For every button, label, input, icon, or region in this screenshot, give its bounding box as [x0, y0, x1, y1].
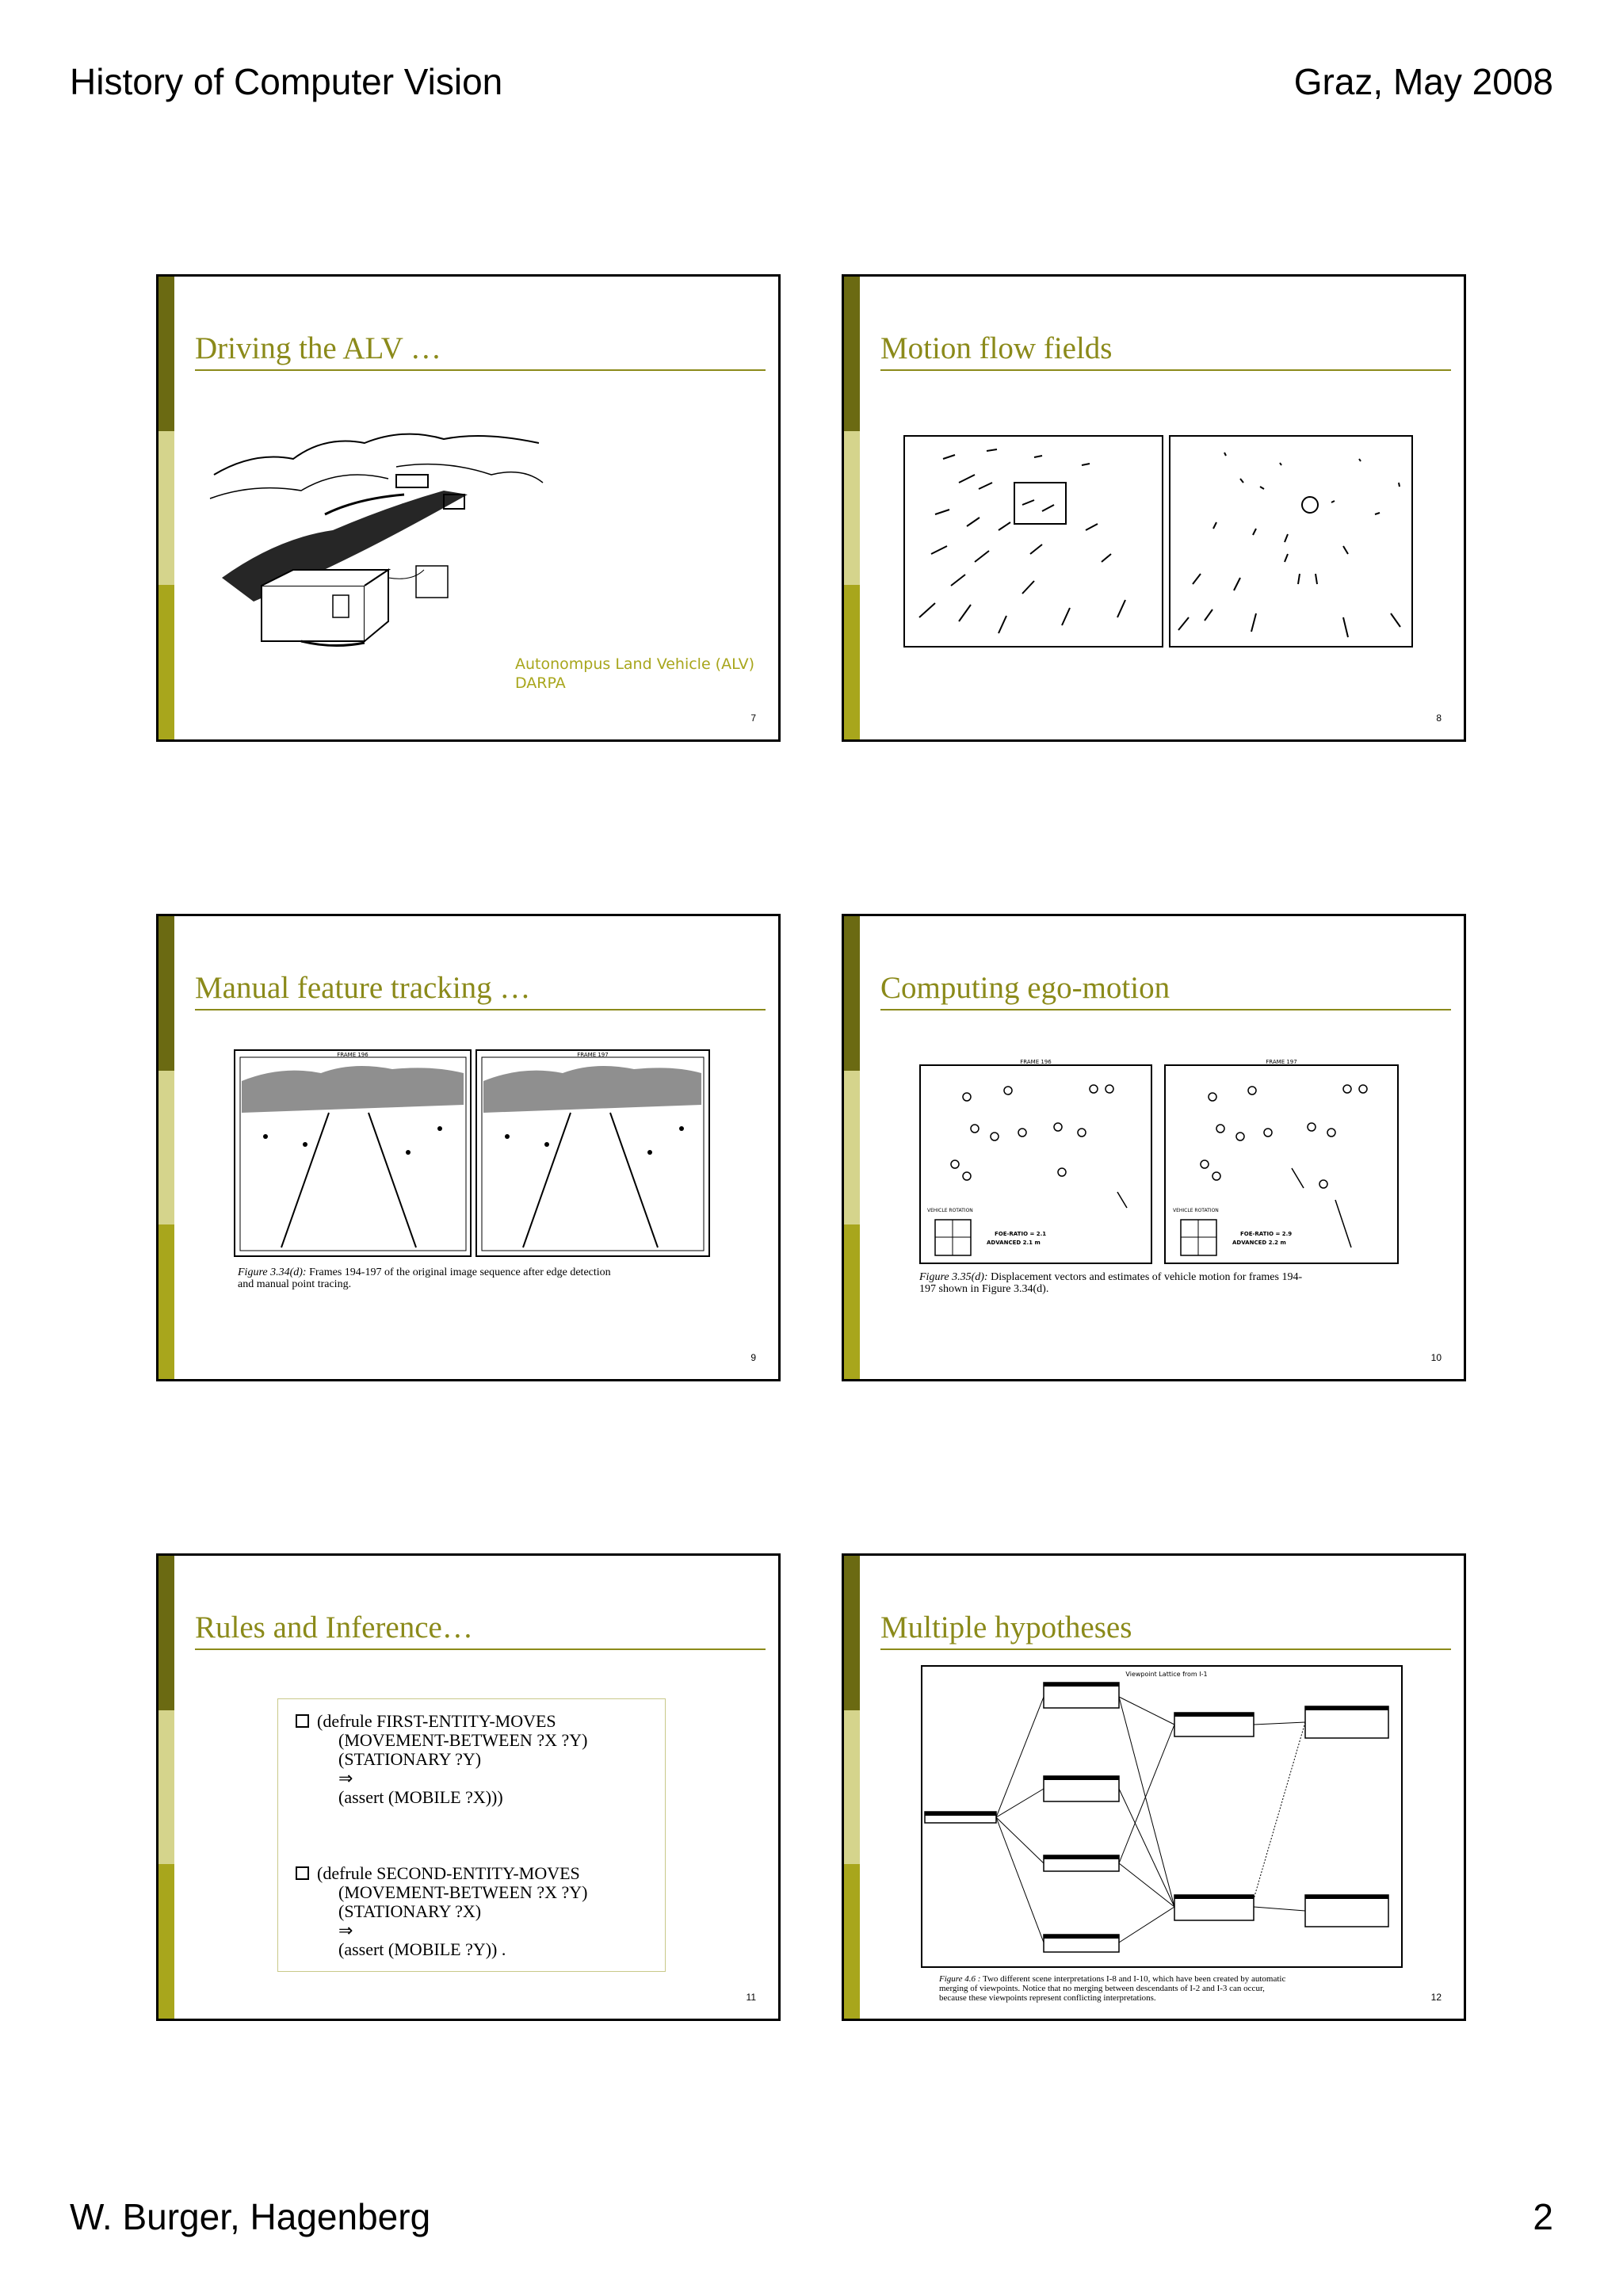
figure-caption: [939, 1974, 1446, 2003]
slide-title: Multiple hypotheses: [880, 1610, 1451, 1650]
rule-line: (STATIONARY ?Y): [338, 1749, 482, 1769]
rule-line: (assert (MOBILE ?X))): [338, 1787, 503, 1807]
rule-line: (MOVEMENT-BETWEEN ?X ?Y): [338, 1730, 588, 1750]
slide-title: Manual feature tracking …: [195, 970, 766, 1010]
figure-text-line-2: merging of viewpoints. Notice that no merging between descendants of I-2 and I-3 can occur,: [939, 1984, 1265, 1993]
rule-first-entity-moves: [296, 1712, 587, 1807]
figure-label: Figure 3.34(d):: [238, 1266, 307, 1278]
slide-10: [842, 914, 1466, 1381]
vehicle-rotation-label: VEHICLE ROTATION: [1173, 1208, 1219, 1213]
ego-motion-figure: [919, 1057, 1400, 1265]
implies-arrow: ⇒: [338, 1920, 353, 1940]
alv-sketch-illustration: [206, 419, 547, 657]
foe-ratio-left: FOE-RATIO = 2.1: [995, 1231, 1047, 1237]
frame-196-label: FRAME 196: [1020, 1059, 1052, 1065]
figure-text-line-1: Frames 194-197 of the original image sequence after edge detection: [309, 1266, 611, 1278]
slide-12: [842, 1553, 1466, 2021]
page-header-title: History of Computer Vision: [70, 61, 503, 102]
figure-text-line-1: Two different scene interpretations I-8 and I-10, which have been created by automatic: [983, 1974, 1286, 1984]
page-header-date: Graz, May 2008: [1293, 61, 1553, 102]
flow-field-right: [1169, 435, 1413, 648]
slide-8: [842, 274, 1466, 742]
alv-caption-line-1: Autonompus Land Vehicle (ALV): [515, 655, 755, 673]
slide-title: Motion flow fields: [880, 330, 1451, 371]
slide-number: 7: [750, 712, 756, 724]
slide-title: Rules and Inference…: [195, 1610, 766, 1650]
slide-7: [156, 274, 781, 742]
rule-line: (STATIONARY ?X): [338, 1901, 482, 1921]
advanced-left: ADVANCED 2.1 m: [987, 1240, 1041, 1246]
slide-11: [156, 1553, 781, 2021]
slide-title: Driving the ALV …: [195, 330, 766, 371]
frame-196-label: FRAME 196: [337, 1052, 369, 1058]
viewpoint-lattice-figure: [921, 1665, 1403, 1968]
rule-line: (defrule FIRST-ENTITY-MOVES: [317, 1711, 556, 1731]
alv-caption: [515, 655, 754, 693]
rule-second-entity-moves: [296, 1864, 587, 1959]
implies-arrow: ⇒: [338, 1768, 353, 1788]
figure-caption: [238, 1266, 713, 1290]
flow-field-left: [903, 435, 1163, 648]
slide-number: 12: [1430, 1992, 1442, 2003]
vehicle-rotation-label: VEHICLE ROTATION: [927, 1208, 973, 1213]
slide-title: Computing ego-motion: [880, 970, 1451, 1010]
slide-accent-bar: [844, 1556, 860, 2019]
slide-accent-bar: [844, 916, 860, 1379]
foe-ratio-right: FOE-RATIO = 2.9: [1240, 1231, 1293, 1237]
page-number: 2: [1533, 2196, 1553, 2237]
slide-number: 11: [746, 1992, 756, 2003]
checkbox-bullet-icon: [296, 1866, 309, 1880]
alv-caption-line-2: DARPA: [515, 674, 566, 692]
figure-text-line-2: 197 shown in Figure 3.34(d).: [919, 1283, 1049, 1295]
slide-number: 10: [1430, 1352, 1442, 1363]
figure-label: Figure 3.35(d):: [919, 1271, 988, 1283]
rule-line: (defrule SECOND-ENTITY-MOVES: [317, 1863, 580, 1883]
page-footer-author: W. Burger, Hagenberg: [70, 2196, 431, 2237]
slide-number: 9: [750, 1352, 756, 1363]
rule-line: (assert (MOBILE ?Y)) .: [338, 1939, 506, 1959]
slide-accent-bar: [158, 277, 174, 739]
figure-text-line-1: Displacement vectors and estimates of vehicle motion for frames 194-: [991, 1271, 1303, 1283]
slide-accent-bar: [158, 916, 174, 1379]
lattice-title: Viewpoint Lattice from I-1: [1125, 1671, 1208, 1678]
rule-line: (MOVEMENT-BETWEEN ?X ?Y): [338, 1882, 588, 1902]
frame-197-label: FRAME 197: [577, 1052, 609, 1058]
slide-number: 8: [1436, 712, 1442, 724]
checkbox-bullet-icon: [296, 1714, 309, 1728]
advanced-right: ADVANCED 2.2 m: [1232, 1240, 1286, 1246]
figure-caption: [919, 1271, 1411, 1295]
slide-accent-bar: [844, 277, 860, 739]
frame-197-label: FRAME 197: [1266, 1059, 1297, 1065]
figure-text-line-3: because these viewpoints represent conflicting interpretations.: [939, 1993, 1156, 2003]
figure-text-line-2: and manual point tracing.: [238, 1278, 352, 1290]
tracking-frames-figure: [234, 1049, 711, 1257]
figure-label: Figure 4.6 :: [939, 1974, 981, 1984]
slide-9: [156, 914, 781, 1381]
slide-accent-bar: [158, 1556, 174, 2019]
rules-box: [277, 1698, 666, 1972]
